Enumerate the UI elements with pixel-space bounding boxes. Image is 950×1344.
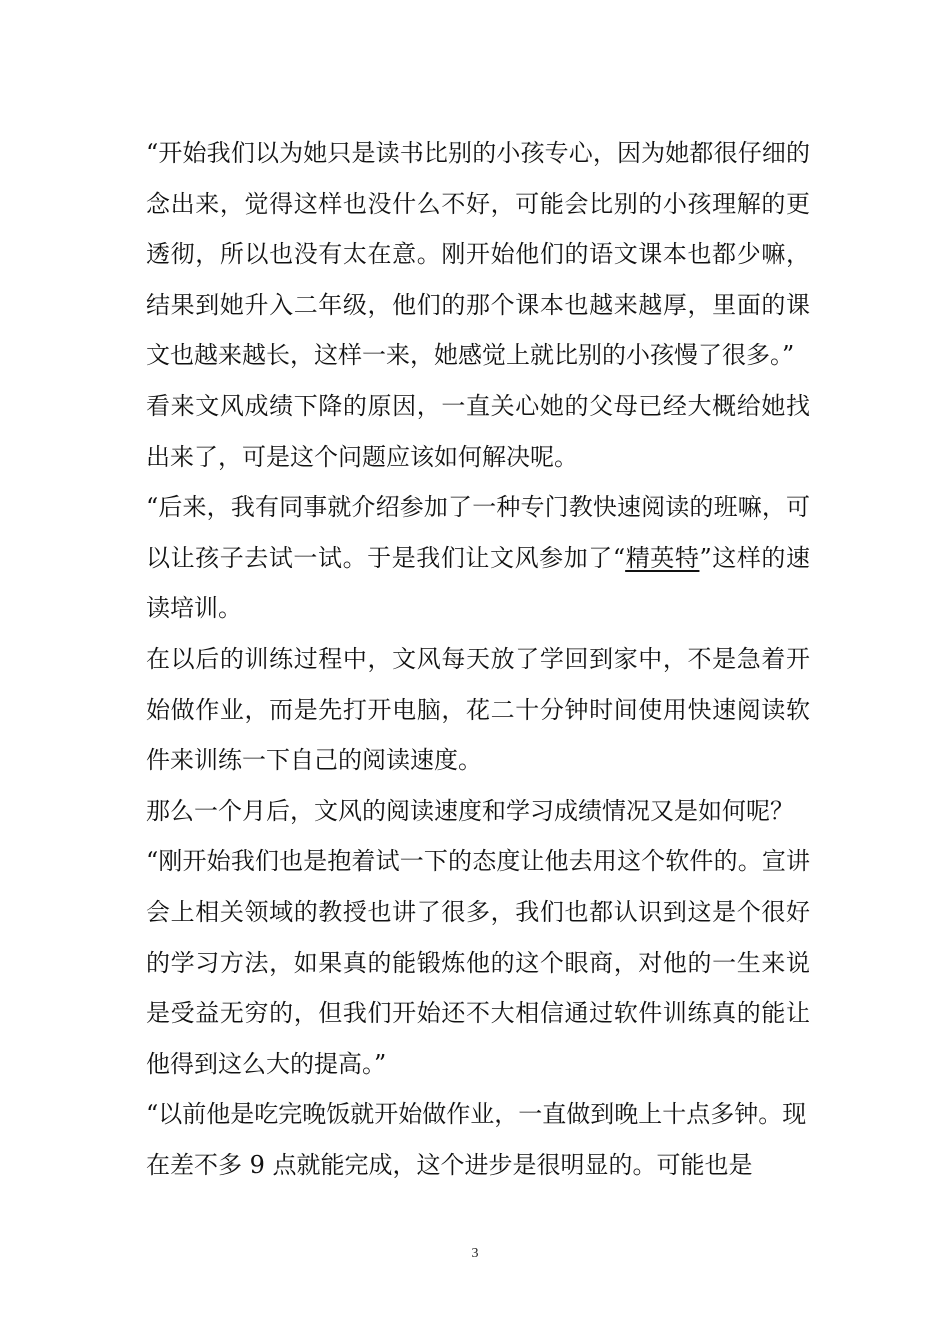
page-number: 3 [471, 1246, 479, 1261]
paragraph-5: 那么一个月后，文风的阅读速度和学习成绩情况又是如何呢？ [146, 796, 794, 825]
paragraph-7: “以前他是吃完晚饭就开始做作业，一直做到晚上十点多钟。现在差不多 9 点就能完成，这个进步是很明显的。可能也是 [146, 1100, 807, 1179]
paragraph-3-text-before: “后来，我有同事就介绍参加了一种专门教快速阅读的班嘛，可以让孩子去试一试。于是我们让文风参加了“ [146, 493, 810, 572]
document-body [146, 128, 810, 1190]
paragraph-3-text-after: ”这样的速读培训。 [146, 543, 810, 623]
paragraph-2: 看来文风成绩下降的原因，一直关心她的父母已经大概给她找出来了，可是这个问题应该如何解决呢。 [146, 391, 810, 471]
paragraph-6: “刚开始我们也是抱着试一下的态度让他去用这个软件的。宣讲会上相关领域的教授也讲了很多，我们也都认识到这是个很好的学习方法，如果真的能锻炼他的这个眼商，对他的一生来说是受益无穷的，但我们开始还不大相信通过软件训练真的能让他得到这么大的提高。” [146, 847, 810, 1078]
link-jingyingte[interactable]: 精英特 [625, 543, 700, 572]
paragraph-3 [146, 482, 810, 634]
paragraph-4: 在以后的训练过程中，文风每天放了学回到家中，不是急着开始做作业，而是先打开电脑，花二十分钟时间使用快速阅读软件来训练一下自己的阅读速度。 [146, 644, 810, 775]
paragraph-1: “开始我们以为她只是读书比别的小孩专心，因为她都很仔细的念出来，觉得这样也没什么不好，可能会比别的小孩理解的更透彻，所以也没有太在意。刚开始他们的语文课本也都少嘛，结果到她升入二年级，他们的那个课本也越来越厚，里面的课文也越来越长，这样一来，她感觉上就比别的小孩慢了很多。” [146, 139, 810, 370]
